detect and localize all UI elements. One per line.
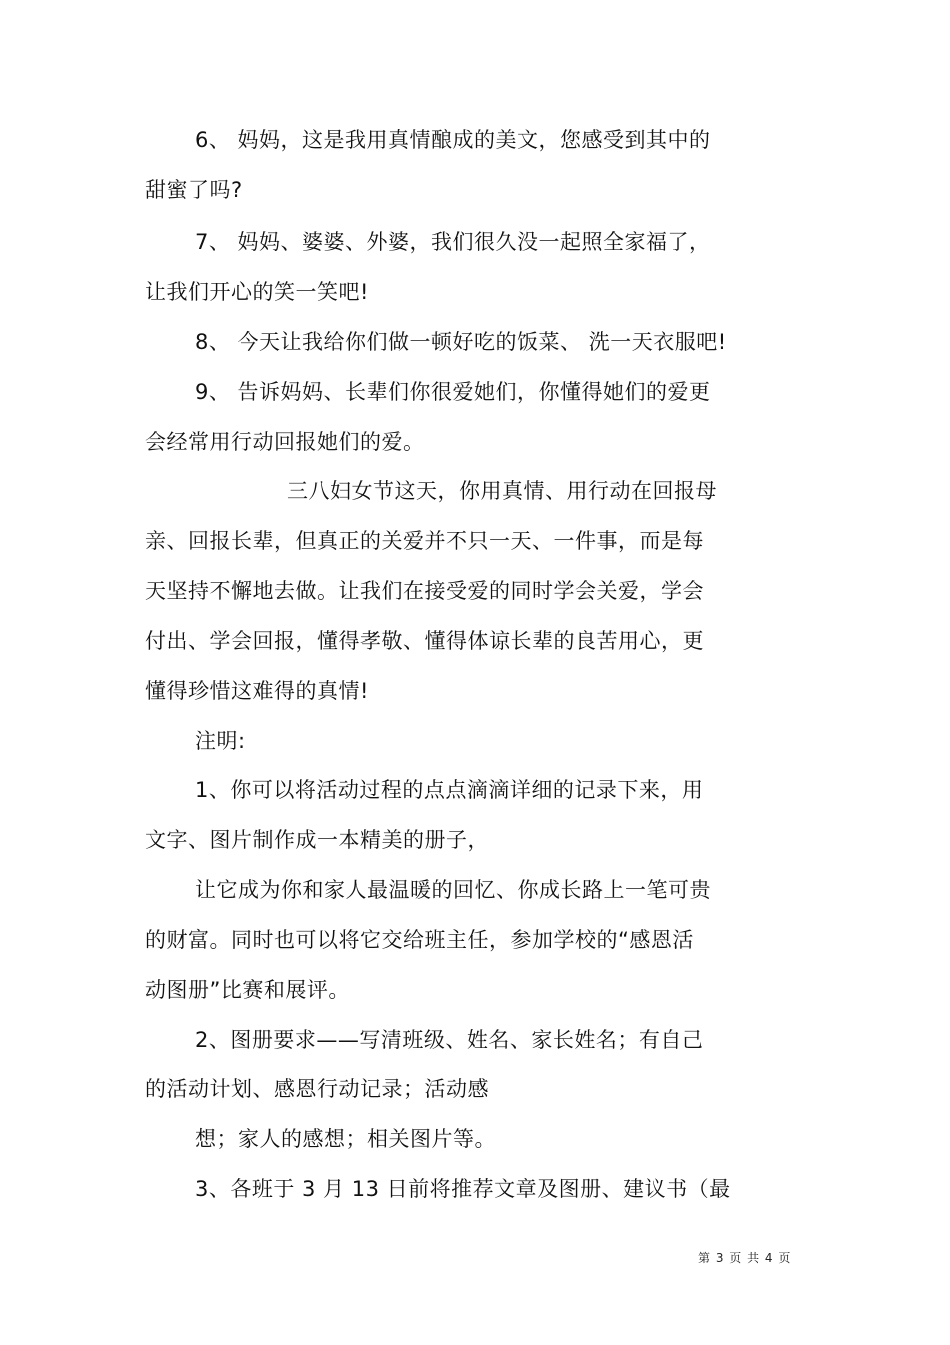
text-line-6: 9、 告诉妈妈、长辈们你很爱她们，你懂得她们的爱更 bbox=[195, 380, 711, 404]
text-line-7: 会经常用行动回报她们的爱。 bbox=[145, 430, 425, 454]
text-line-4: 让我们开心的笑一笑吧! bbox=[145, 280, 369, 304]
text-line-1: 6、 妈妈，这是我用真情酿成的美文，您感受到其中的 bbox=[195, 128, 711, 152]
text-line-22: 3、各班于 3 月 13 日前将推荐文章及图册、建议书（最 bbox=[195, 1177, 731, 1201]
page-number-footer: 第 3 页 共 4 页 bbox=[698, 1251, 792, 1265]
text-line-15: 文字、图片制作成一本精美的册子， bbox=[145, 828, 489, 852]
text-line-8: 三八妇女节这天，你用真情、用行动在回报母 bbox=[287, 479, 717, 503]
text-line-20: 的活动计划、感恩行动记录；活动感 bbox=[145, 1077, 489, 1101]
text-line-5: 8、 今天让我给你们做一顿好吃的饭菜、 洗一天衣服吧! bbox=[195, 330, 727, 354]
text-line-16: 让它成为你和家人最温暖的回忆、你成长路上一笔可贵 bbox=[195, 878, 711, 902]
text-line-9: 亲、回报长辈，但真正的关爱并不只一天、一件事，而是每 bbox=[145, 529, 704, 553]
text-line-14: 1、你可以将活动过程的点点滴滴详细的记录下来，用 bbox=[195, 778, 704, 802]
text-line-2: 甜蜜了吗? bbox=[145, 178, 243, 202]
text-line-21: 想；家人的感想；相关图片等。 bbox=[195, 1127, 496, 1151]
text-line-12: 懂得珍惜这难得的真情! bbox=[145, 679, 369, 703]
text-line-19: 2、图册要求——写清班级、姓名、家长姓名；有自己 bbox=[195, 1028, 704, 1052]
text-line-10: 天坚持不懈地去做。让我们在接受爱的同时学会关爱，学会 bbox=[145, 579, 704, 603]
text-line-3: 7、 妈妈、婆婆、外婆，我们很久没一起照全家福了， bbox=[195, 230, 711, 254]
text-line-11: 付出、学会回报，懂得孝敬、懂得体谅长辈的良苦用心，更 bbox=[145, 629, 704, 653]
text-line-18: 动图册”比赛和展评。 bbox=[145, 978, 350, 1002]
text-line-17: 的财富。同时也可以将它交给班主任，参加学校的“感恩活 bbox=[145, 928, 694, 952]
text-line-13: 注明: bbox=[195, 729, 246, 753]
